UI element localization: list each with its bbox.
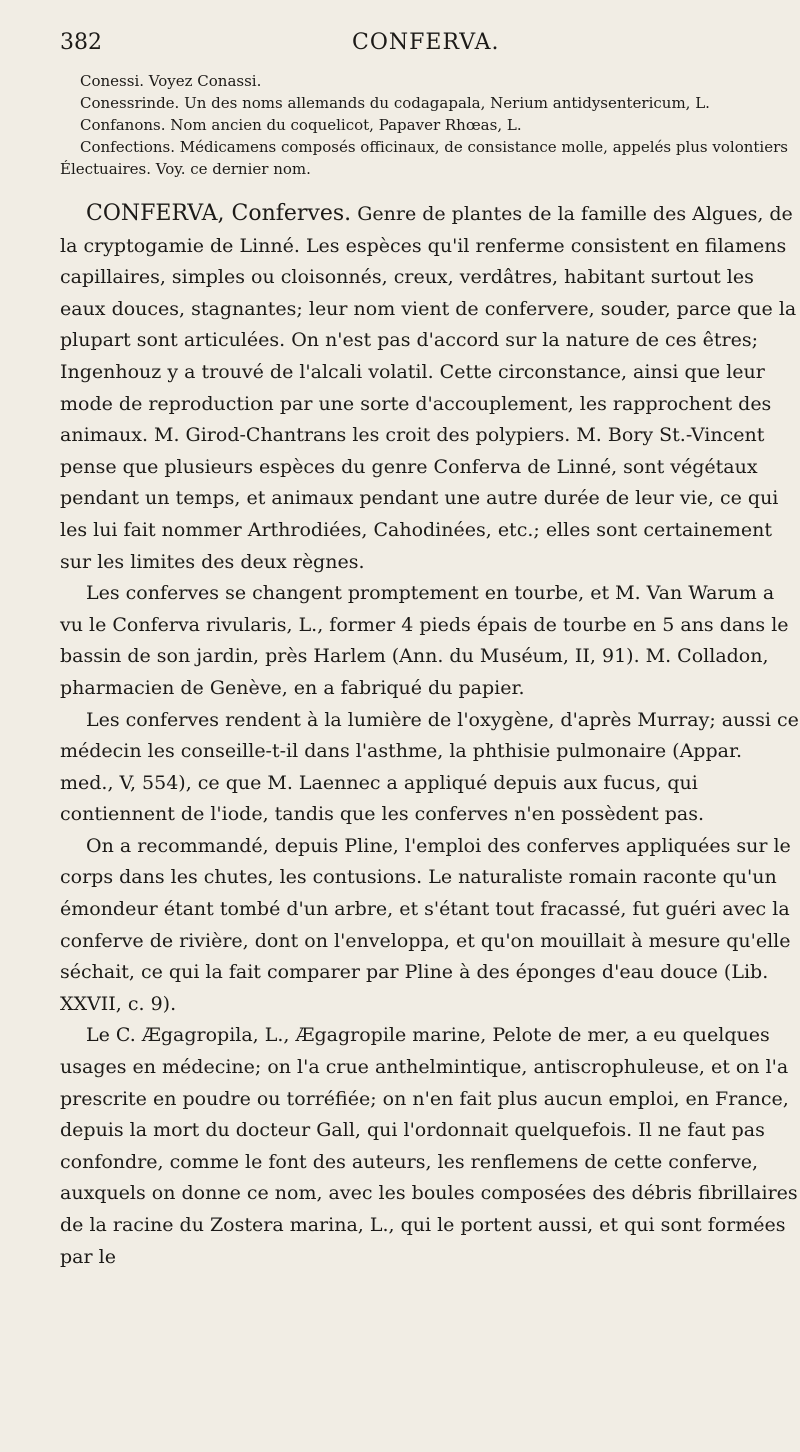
article-conferva bbox=[60, 198, 800, 1273]
entry-confections: Confections. Médicamens composés officinaux, de consistance molle, appelés plus volontiers Électuaires. Voy. ce dernier nom. bbox=[60, 138, 788, 178]
article-title: CONFERVA, Conferves. bbox=[86, 201, 352, 226]
article-paragraph-5: Le C. Ægagropila, L., Ægagropile marine, Pelote de mer, a eu quelques usages en médecine; on l'a crue anthelmintique, antiscrophuleuse, et on l'a prescrite en poudre ou torréfiée; on n'en fait plus aucun emploi, en France, depuis la mort du docteur Gall, qui l'ordonnait quelquefois. Il ne faut pas confondre, comme le font des auteurs, les renflemens de cette conferve, auxquels on donne ce nom, avec les boules composées des débris fibrillaires de la racine du Zostera marina, L., qui le portent aussi, et qui sont formées par le bbox=[60, 1024, 798, 1268]
page-header bbox=[60, 28, 800, 58]
article-paragraph-2: Les conferves se changent promptement en tourbe, et M. Van Warum a vu le Conferva rivularis, L., former 4 pieds épais de tourbe en 5 ans dans le bassin de son jardin, près Harlem (Ann. du Muséum, II, 91). M. Colladon, pharmacien de Genève, en a fabriqué du papier. bbox=[60, 582, 789, 699]
minor-entries bbox=[60, 70, 800, 180]
entry-conessi: Conessi. Voyez Conassi. bbox=[80, 72, 262, 90]
article-paragraph-4: On a recommandé, depuis Pline, l'emploi des conferves appliquées sur le corps dans les chutes, les contusions. Le naturaliste romain raconte qu'un émondeur étant tombé d'un arbre, et s'étant tout fracassé, fut guéri avec la conferve de rivière, dont on l'enveloppa, et qu'on mouillait à mesure qu'elle séchait, ce qui la fait comparer par Pline à des éponges d'eau douce (Lib. XXVII, c. 9). bbox=[60, 834, 791, 1015]
article-paragraph-1 bbox=[60, 198, 800, 578]
article-paragraph-3: Les conferves rendent à la lumière de l'oxygène, d'après Murray; aussi ce médecin les conseille-t-il dans l'asthme, la phthisie pulmonaire (Appar. med., V, 554), ce que M. Laennec a appliqué depuis aux fucus, qui contiennent de l'iode, tandis que les conferves n'en possèdent pas. bbox=[60, 708, 799, 826]
running-head: CONFERVA. bbox=[352, 30, 500, 55]
entry-confanons: Confanons. Nom ancien du coquelicot, Papaver Rhœas, L. bbox=[80, 116, 522, 134]
entry-conessrinde: Conessrinde. Un des noms allemands du codagapala, Nerium antidysentericum, L. bbox=[80, 94, 710, 112]
page-number: 382 bbox=[60, 30, 102, 55]
article-paragraph-1-text: Genre de plantes de la famille des Algues, de la cryptogamie de Linné. Les espèces qu'il renferme consistent en filamens capillaires, simples ou cloisonnés, creux, verdâtres, habitant surtout les eaux douces, stagnantes; leur nom vient de confervere, souder, parce que la plupart sont articulées. On n'est pas d'accord sur la nature de ces êtres; Ingenhouz y a trouvé de l'alcali volatil. Cette circonstance, ainsi que leur mode de reproduction par une sorte d'accouplement, les rapprochent des animaux. M. Girod-Chantrans les croit des polypiers. M. Bory St.-Vincent pense que plusieurs espèces du genre Conferva de Linné, sont végétaux pendant un temps, et animaux pendant une autre durée de leur vie, ce qui les lui fait nommer Arthrodiées, Cahodinées, etc.; elles sont certainement sur les limites des deux règnes. bbox=[60, 203, 797, 573]
